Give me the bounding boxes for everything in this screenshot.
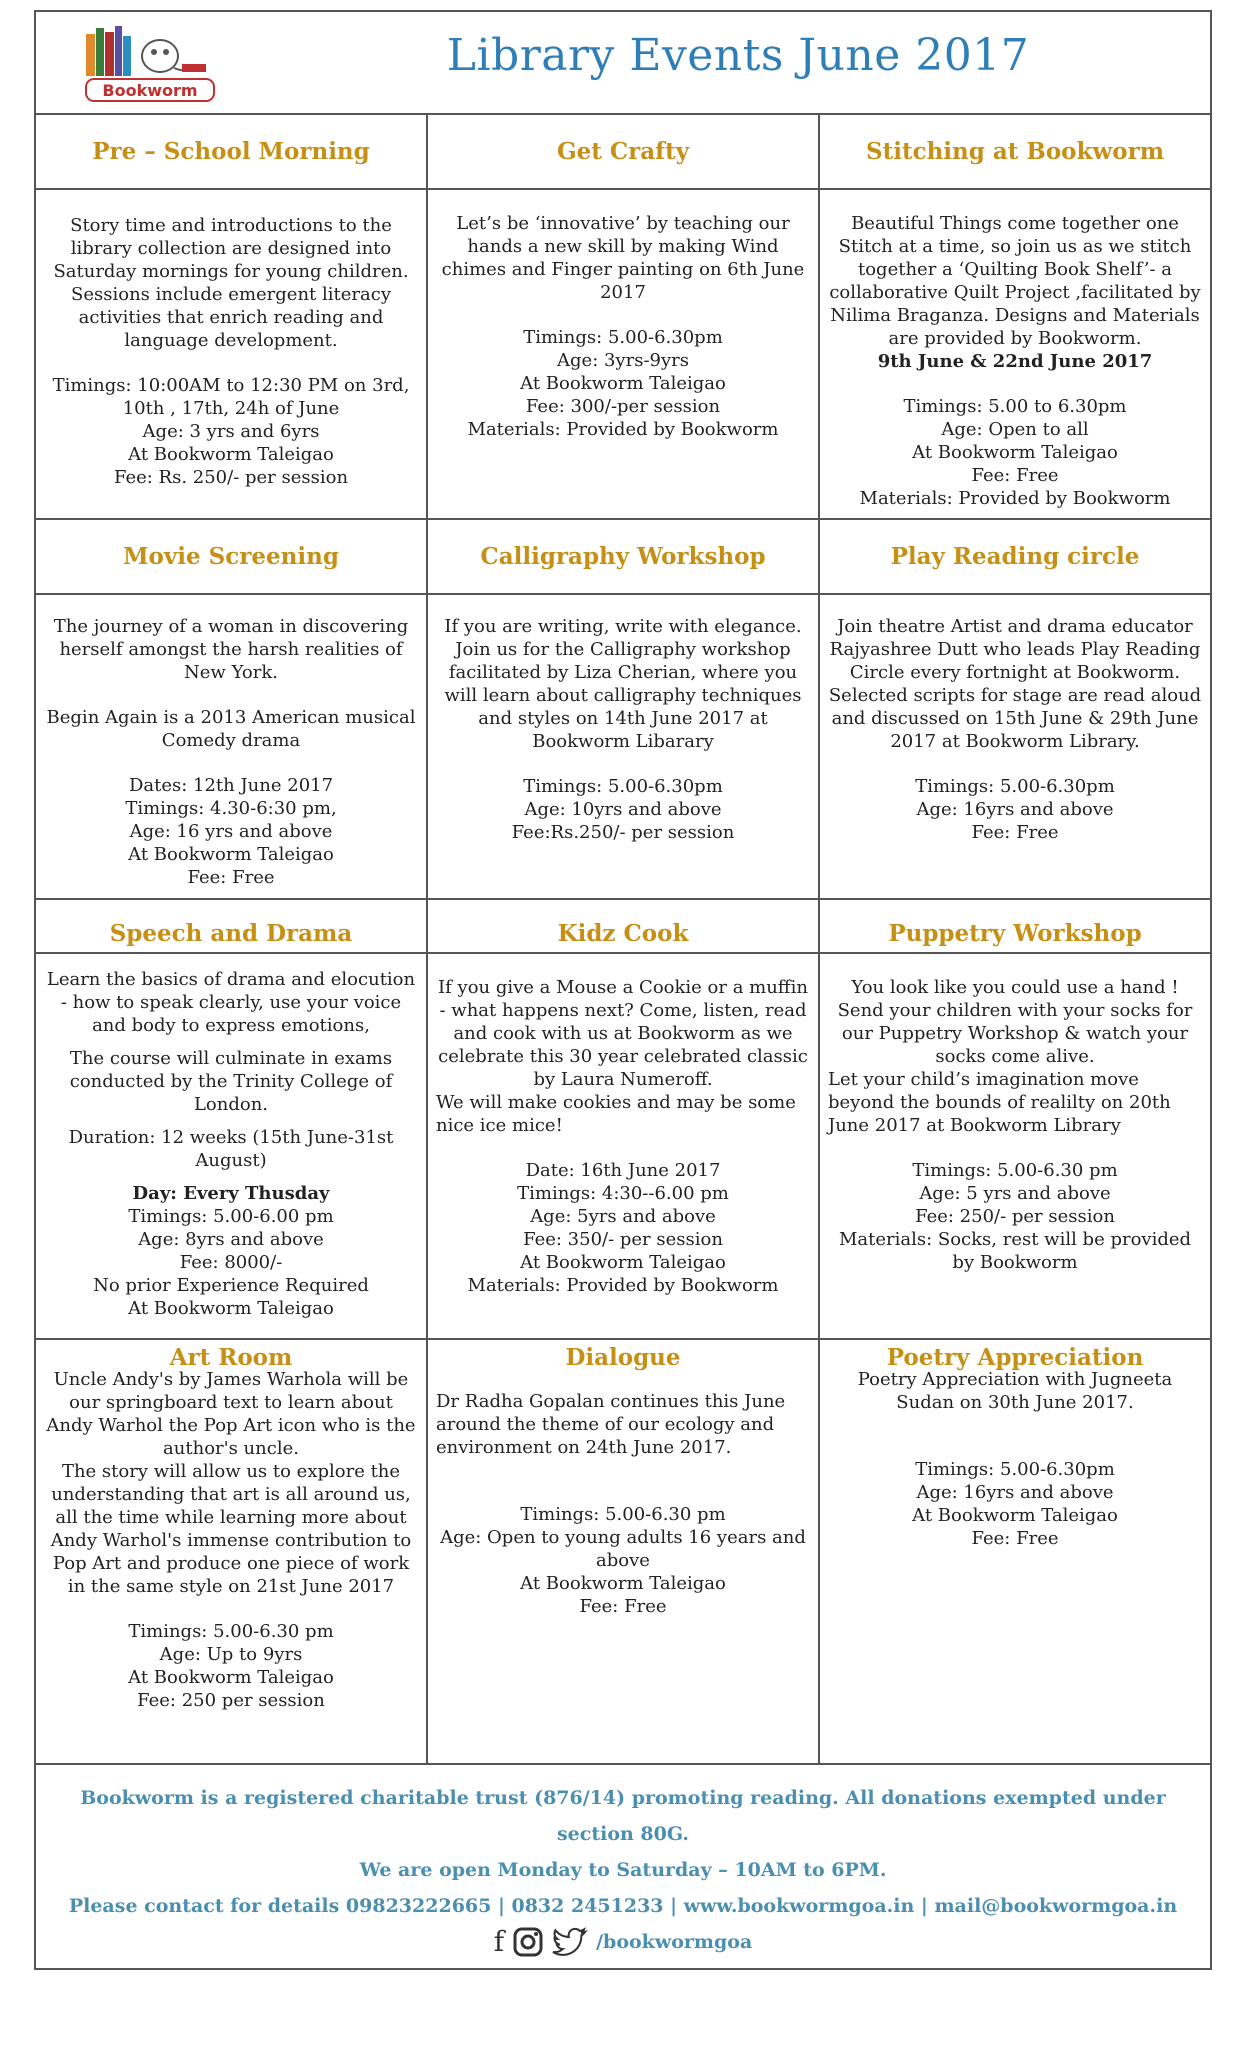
event-line: Timings: 10:00AM to 12:30 PM on 3rd, 10th , 17th, 24h of June [52, 375, 410, 419]
events-row-4 [36, 1340, 1210, 1765]
event-line: Age: 8yrs and above [138, 1229, 324, 1250]
event-line: Timings: 4.30-6:30 pm, [125, 798, 337, 819]
event-line: Age: 5 yrs and above [919, 1183, 1111, 1204]
event-line: Dates: 12th June 2017 [128, 775, 334, 796]
event-line: Timings: 5.00-6.00 pm [128, 1206, 334, 1227]
event-line: Poetry Appreciation with Jugneeta Sudan on 30th June 2017. [857, 1369, 1173, 1413]
bookworm-logo [82, 24, 222, 106]
event-line: Fee: 250/- per session [915, 1206, 1115, 1227]
event-line: Dr Radha Gopalan continues this June around the theme of our ecology and environment on 24th June 2017. [436, 1391, 786, 1458]
event-line: Timings: 5.00-6.30 pm [128, 1621, 334, 1642]
event-line: Duration: 12 weeks (15th June-31st August) [68, 1127, 394, 1171]
event-line: The journey of a woman in discovering herself amongst the harsh realities of New York. [53, 616, 409, 683]
event-line: The course will culminate in exams conducted by the Trinity College of London. [69, 1048, 393, 1115]
event-line: Age: 16yrs and above [916, 799, 1114, 820]
event-line: Timings: 4:30--6.00 pm [517, 1183, 729, 1204]
event-line: If you are writing, write with elegance. Join us for the Calligraphy workshop facilitated by Liza Cherian, where you will learn about calligraphy techniques and styles on 14th June 2017 at Bookworm Libarary [444, 616, 802, 752]
event-line: Materials: Provided by Bookworm [467, 419, 779, 440]
flyer-frame [34, 10, 1212, 1970]
event-line: Timings: 5.00-6.30 pm [520, 1504, 726, 1525]
event-line: At Bookworm Taleigao [912, 1505, 1118, 1526]
event-line: Join theatre Artist and drama educator Rajyashree Dutt who leads Play Reading Circle every fortnight at Bookworm. Selected scripts for stage are read aloud and discussed on 15th June & 29th June 2017 at Bookworm Library. [828, 616, 1202, 752]
event-line: Fee: Free [579, 1596, 667, 1617]
event-line: Age: 3 yrs and 6yrs [142, 421, 320, 442]
event-line: Timings: 5.00-6.30pm [915, 776, 1115, 797]
event-line: Fee: Rs. 250/- per session [113, 467, 349, 488]
event-line: Fee: 350/- per session [523, 1229, 723, 1250]
event-line: Fee: Free [971, 465, 1059, 486]
event-kidz-cook [428, 900, 820, 1338]
event-line: Fee: Free [971, 1528, 1059, 1549]
event-play-reading [820, 520, 1210, 898]
event-line: Fee: 250 per session [137, 1690, 325, 1711]
event-poetry [820, 1340, 1210, 1763]
event-title: Kidz Cook [428, 900, 818, 954]
event-line: Timings: 5.00-6.30pm [915, 1459, 1115, 1480]
event-title: Dialogue [565, 1343, 681, 1371]
event-line: Age: Open to young adults 16 years and above [440, 1527, 806, 1571]
events-row-1 [36, 115, 1210, 520]
event-line: We will make cookies and may be some nice ice mice! [436, 1092, 796, 1136]
event-speech-drama [36, 900, 428, 1338]
event-line: Uncle Andy's by James Warhola will be our springboard text to learn about Andy Warhol the Pop Art icon who is the author's uncle. [46, 1369, 416, 1459]
event-line: At Bookworm Taleigao [128, 844, 334, 865]
footer [36, 1780, 1210, 1960]
event-line: Day: Every Thusday [132, 1183, 330, 1204]
event-line: You look like you could use a hand ! Send your children with your socks for our Puppetry Workshop & watch your socks come alive. [837, 977, 1193, 1067]
event-line: The story will allow us to explore the understanding that art is all around us, all the time while learning more about Andy Warhol's immense contribution to Pop Art and produce one piece of work in the same style on 21st June 2017 [50, 1461, 412, 1597]
event-line: Age: 10yrs and above [524, 799, 722, 820]
logo-text: Bookworm [102, 81, 198, 100]
footer-trust-info: Bookworm is a registered charitable trust (876/14) promoting reading. All donations exempted under section 80G. [80, 1787, 1166, 1845]
event-title: Play Reading circle [820, 520, 1210, 595]
event-line: Let your child’s imagination move beyond the bounds of realilty on 20th June 2017 at Bookworm Library [828, 1069, 1171, 1136]
event-title: Poetry Appreciation [886, 1343, 1144, 1371]
event-line: Fee: 300/-per session [525, 396, 721, 417]
event-title: Puppetry Workshop [820, 900, 1210, 954]
event-line: Age: Open to all [941, 419, 1089, 440]
events-row-2 [36, 520, 1210, 900]
event-line: Learn the basics of drama and elocution - how to speak clearly, use your voice and body to express emotions, [46, 969, 416, 1036]
event-line: 9th June & 22nd June 2017 [877, 351, 1153, 372]
event-line: Timings: 5.00-6.30 pm [912, 1160, 1118, 1181]
event-line: Beautiful Things come together one Stitch at a time, so join us as we stitch together a ‘Quilting Book Shelf’- a collaborative Quilt Project ,facilitated by Nilima Braganza. Designs and Materials are provided by Bookworm. [829, 213, 1201, 349]
event-title: Get Crafty [428, 115, 818, 190]
event-line: At Bookworm Taleigao [520, 1573, 726, 1594]
event-line: No prior Experience Required [93, 1275, 369, 1296]
twitter-icon[interactable] [552, 1926, 588, 1958]
footer-contact: Please contact for details 09823222665 | 0832 2451233 | www.bookwormgoa.in | mail@bookwormgoa.in [68, 1895, 1178, 1917]
event-line: Materials: Provided by Bookworm [859, 488, 1171, 509]
social-handle[interactable]: /bookwormgoa [596, 1931, 753, 1953]
event-line: Date: 16th June 2017 [525, 1160, 721, 1181]
event-line: At Bookworm Taleigao [520, 1252, 726, 1273]
event-title: Calligraphy Workshop [428, 520, 818, 595]
instagram-icon[interactable] [512, 1926, 544, 1958]
event-line: Timings: 5.00-6.30pm [523, 327, 723, 348]
event-line: Materials: Provided by Bookworm [467, 1275, 779, 1296]
event-line: Let’s be ‘innovative’ by teaching our hands a new skill by making Wind chimes and Finger painting on 6th June 2017 [441, 213, 805, 303]
event-line: Timings: 5.00 to 6.30pm [903, 396, 1127, 417]
event-line: Age: 16 yrs and above [129, 821, 333, 842]
event-line: Timings: 5.00-6.30pm [523, 776, 723, 797]
event-line: At Bookworm Taleigao [912, 442, 1118, 463]
event-line: Fee: Free [187, 867, 275, 888]
event-line: Fee: 8000/- [179, 1252, 283, 1273]
event-line: At Bookworm Taleigao [520, 373, 726, 394]
page-title: Library Events June 2017 [446, 30, 1030, 81]
header [36, 12, 1210, 115]
event-art-room [36, 1340, 428, 1763]
footer-hours: We are open Monday to Saturday – 10AM to 6PM. [359, 1859, 887, 1881]
event-preschool [36, 115, 428, 518]
event-line: Age: 5yrs and above [530, 1206, 716, 1227]
event-dialogue [428, 1340, 820, 1763]
event-line: Begin Again is a 2013 American musical Comedy drama [46, 707, 416, 751]
event-line: At Bookworm Taleigao [128, 1298, 334, 1319]
event-puppetry [820, 900, 1210, 1338]
event-title: Pre – School Morning [36, 115, 426, 190]
events-row-3 [36, 900, 1210, 1340]
event-calligraphy [428, 520, 820, 898]
social-links [36, 1924, 1210, 1960]
event-line: At Bookworm Taleigao [128, 444, 334, 465]
event-title: Art Room [169, 1343, 293, 1371]
facebook-icon[interactable]: f [493, 1925, 505, 1958]
event-movie [36, 520, 428, 898]
event-line: At Bookworm Taleigao [128, 1667, 334, 1688]
event-line: Age: 3yrs-9yrs [557, 350, 689, 371]
event-title: Stitching at Bookworm [820, 115, 1210, 190]
event-title: Speech and Drama [36, 900, 426, 954]
event-line: Fee:Rs.250/- per session [511, 822, 735, 843]
event-line: Story time and introductions to the library collection are designed into Saturday mornings for young children. Sessions include emergent literacy activities that enrich reading and language development. [53, 215, 409, 351]
event-title: Movie Screening [36, 520, 426, 595]
event-get-crafty [428, 115, 820, 518]
event-line: Materials: Socks, rest will be provided by Bookworm [838, 1229, 1192, 1273]
event-line: If you give a Mouse a Cookie or a muffin - what happens next? Come, listen, read and cook with us at Bookworm as we celebrate this 30 year celebrated classic by Laura Numeroff. [438, 977, 808, 1090]
event-line: Fee: Free [971, 822, 1059, 843]
event-line: Age: Up to 9yrs [159, 1644, 303, 1665]
event-line: Age: 16yrs and above [916, 1482, 1114, 1503]
event-stitching [820, 115, 1210, 518]
